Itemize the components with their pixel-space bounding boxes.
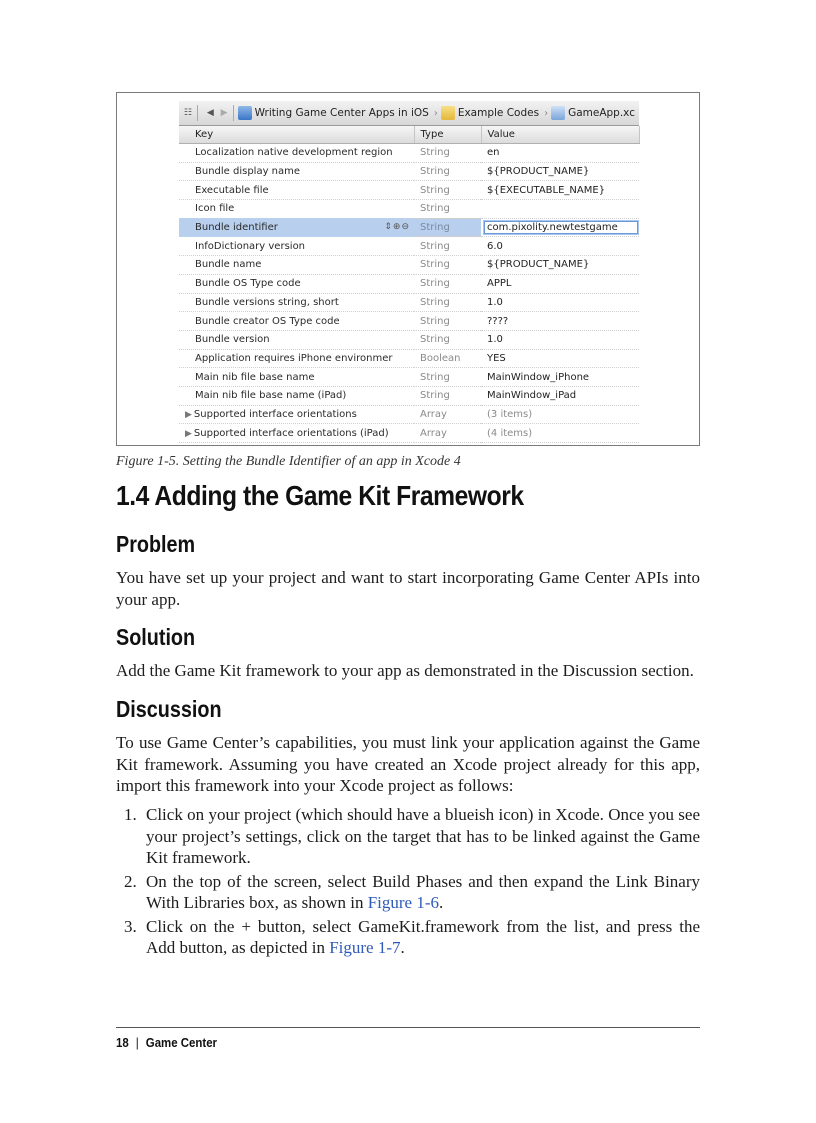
table-row[interactable] [179, 256, 639, 275]
problem-text: You have set up your project and want to start incorporating Game Center APIs into your app. [116, 568, 700, 609]
breadcrumb-project[interactable] [238, 106, 429, 120]
row-key: Bundle OS Type code [179, 274, 414, 293]
row-type: String [414, 274, 481, 293]
row-controls [384, 222, 410, 232]
forward-arrow-icon[interactable]: ▶ [220, 108, 228, 118]
row-value[interactable]: ${EXECUTABLE_NAME} [481, 181, 639, 200]
row-type: String [414, 312, 481, 331]
row-type: String [414, 162, 481, 181]
row-value[interactable]: ???? [481, 312, 639, 331]
table-row[interactable] [179, 330, 639, 349]
chapter-name: Game Center [145, 1035, 218, 1050]
jump-bar-divider [197, 105, 198, 121]
disclosure-triangle-icon[interactable]: ▶ [185, 428, 192, 439]
table-row[interactable] [179, 293, 639, 312]
row-value[interactable]: MainWindow_iPad [481, 386, 639, 405]
add-row-icon[interactable]: ⊕ [392, 222, 402, 233]
step-text-end: . [400, 938, 405, 957]
stepper-icon[interactable]: ⇕ [384, 222, 393, 233]
row-type: String [414, 144, 481, 163]
row-type: String [414, 256, 481, 275]
row-type: Array [414, 424, 481, 443]
row-key-cell [179, 218, 414, 237]
step-text-end: . [439, 893, 444, 912]
table-row[interactable] [179, 405, 639, 424]
row-key: Main nib file base name [179, 368, 414, 387]
breadcrumb-file[interactable] [551, 106, 635, 120]
table-row[interactable] [179, 312, 639, 331]
breadcrumb-label: Example Codes [457, 107, 540, 119]
row-key: InfoDictionary version [179, 237, 414, 256]
jump-bar [179, 101, 639, 126]
folder-icon [441, 106, 455, 120]
row-key-cell [179, 405, 414, 424]
problem-heading: Problem [116, 531, 196, 557]
bundle-identifier-input[interactable]: com.pixolity.newtestgame [484, 221, 638, 234]
row-type[interactable]: String [414, 218, 481, 237]
table-row[interactable] [179, 274, 639, 293]
table-row[interactable] [179, 424, 639, 443]
list-item [116, 871, 700, 914]
row-type: String [414, 200, 481, 219]
row-key: Executable file [179, 181, 414, 200]
steps-list [116, 804, 700, 961]
table-row[interactable] [179, 162, 639, 181]
step-text: On the top of the screen, select Build Phases and then expand the Link Binary With Libraries box, as shown in [146, 871, 700, 912]
column-header-key[interactable]: Key [179, 126, 414, 144]
row-key: Bundle creator OS Type code [179, 312, 414, 331]
discussion-heading: Discussion [116, 696, 222, 722]
discussion-text: To use Game Center’s capabilities, you must link your application against the Game Kit framework. Assuming you have created an Xcode project already for this app, import this framework into your Xcode project as follows: [116, 733, 700, 795]
row-type: String [414, 237, 481, 256]
figure-1-5 [116, 92, 700, 446]
step-number: 1. [124, 805, 137, 824]
row-value-cell [481, 218, 639, 237]
breadcrumb-label: Writing Game Center Apps in iOS [254, 107, 429, 119]
solution-text: Add the Game Kit framework to your app as demonstrated in the Discussion section. [116, 661, 694, 680]
xcode-plist-editor [179, 101, 639, 439]
project-file-icon [551, 106, 565, 120]
chevron-right-icon: › [433, 107, 438, 119]
figure-1-7-link[interactable]: Figure 1-7 [329, 938, 401, 957]
row-type: String [414, 386, 481, 405]
list-item [116, 804, 700, 869]
row-value[interactable]: MainWindow_iPhone [481, 368, 639, 387]
table-row[interactable] [179, 349, 639, 368]
row-value[interactable]: ${PRODUCT_NAME} [481, 256, 639, 275]
page-footer [116, 1035, 217, 1050]
row-key: Localization native development region [179, 144, 414, 163]
row-value[interactable]: ${PRODUCT_NAME} [481, 162, 639, 181]
chevron-right-icon: › [544, 107, 549, 119]
step-text: Click on your project (which should have a blueish icon) in Xcode. Once you see your project’s settings, click on the target that has to be linked against the Game Kit framework. [146, 805, 700, 867]
row-key: Main nib file base name (iPad) [179, 386, 414, 405]
row-key: Bundle versions string, short [179, 293, 414, 312]
table-row[interactable] [179, 237, 639, 256]
xcode-project-icon [238, 106, 252, 120]
figure-1-6-link[interactable]: Figure 1-6 [367, 893, 439, 912]
row-value[interactable]: 1.0 [481, 330, 639, 349]
row-key: Bundle version [179, 330, 414, 349]
row-key: Supported interface orientations [193, 408, 357, 420]
row-value[interactable]: APPL [481, 274, 639, 293]
remove-row-icon[interactable]: ⊖ [401, 222, 410, 233]
table-row[interactable] [179, 200, 639, 219]
row-value[interactable]: YES [481, 349, 639, 368]
property-list-table [179, 126, 640, 443]
row-key-cell [179, 424, 414, 443]
row-type: String [414, 368, 481, 387]
table-header-row [179, 126, 639, 144]
related-items-icon[interactable]: ☷ [183, 108, 192, 118]
row-key: Icon file [179, 200, 414, 219]
row-value[interactable] [481, 200, 639, 219]
column-header-value[interactable]: Value [481, 126, 639, 144]
table-row[interactable] [179, 181, 639, 200]
row-value: (4 items) [481, 424, 639, 443]
solution-heading: Solution [116, 624, 196, 650]
breadcrumb-label: GameApp.xc [568, 107, 635, 119]
section-title: 1.4 Adding the Game Kit Framework [116, 480, 524, 511]
list-item [116, 916, 700, 959]
step-number: 2. [124, 871, 137, 891]
row-type: String [414, 293, 481, 312]
disclosure-triangle-icon[interactable]: ▶ [185, 409, 192, 420]
row-value: (3 items) [481, 405, 639, 424]
footer-separator: | [135, 1035, 139, 1050]
step-text: Click on the + button, select GameKit.framework from the list, and press the Add button, as depicted in [146, 916, 700, 957]
row-value[interactable]: 6.0 [481, 237, 639, 256]
row-key: Bundle display name [179, 162, 414, 181]
row-value[interactable]: en [481, 144, 639, 163]
row-type: String [414, 330, 481, 349]
row-key: Supported interface orientations (iPad) [193, 427, 389, 439]
table-row[interactable] [179, 144, 639, 163]
step-number: 3. [124, 916, 137, 936]
footer-divider [116, 1027, 700, 1028]
table-row[interactable] [179, 368, 639, 387]
row-key: Application requires iPhone environmer [179, 349, 414, 368]
row-type: String [414, 181, 481, 200]
row-key: Bundle identifier [195, 222, 278, 234]
back-arrow-icon[interactable]: ◀ [206, 108, 214, 118]
page-number: 18 [116, 1035, 129, 1050]
figure-caption: Figure 1-5. Setting the Bundle Identifier of an app in Xcode 4 [116, 454, 461, 469]
jump-bar-divider [233, 105, 234, 121]
column-header-type[interactable]: Type [414, 126, 481, 144]
row-type: Boolean [414, 349, 481, 368]
row-type: Array [414, 405, 481, 424]
table-row[interactable] [179, 386, 639, 405]
table-row-selected[interactable] [179, 218, 639, 237]
row-key: Bundle name [179, 256, 414, 275]
row-value[interactable]: 1.0 [481, 293, 639, 312]
breadcrumb-folder[interactable] [441, 106, 539, 120]
